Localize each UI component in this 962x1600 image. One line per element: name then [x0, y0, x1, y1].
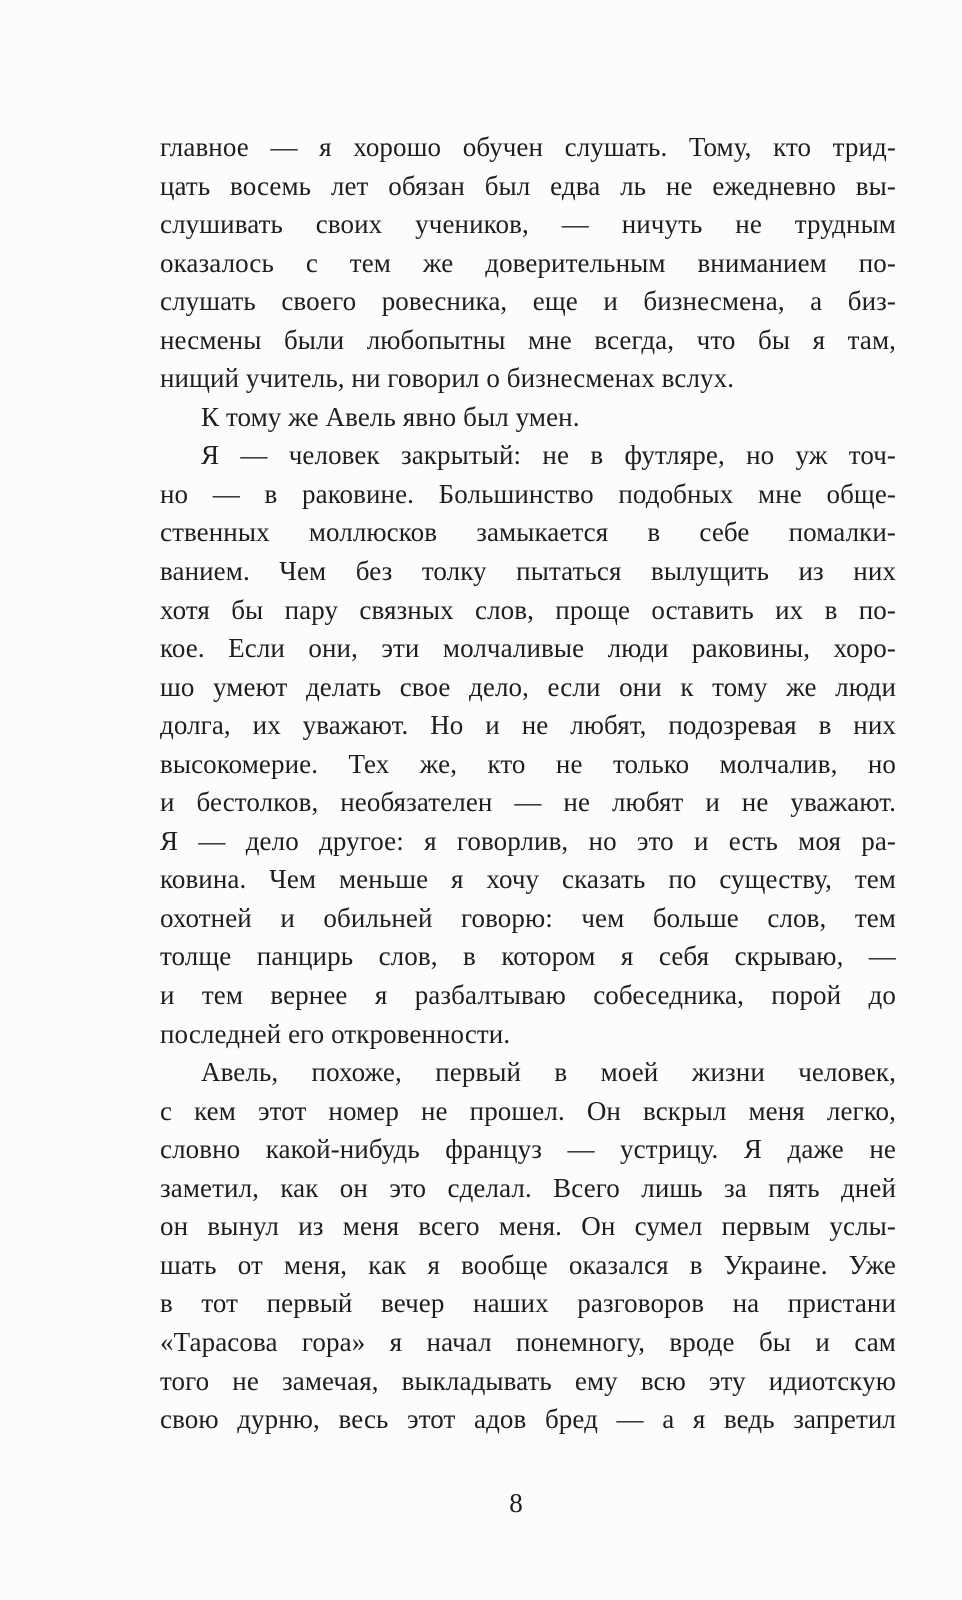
text-line: и тем вернее я разбалтываю собеседника, порой до — [160, 980, 896, 1011]
text-line: шать от меня, как я вообще оказался в Украине. Уже — [160, 1249, 896, 1280]
text-line: последней его откровенности. — [160, 1018, 511, 1049]
text-line: несмены были любопытны мне всегда, что бы я там, — [160, 324, 896, 355]
text-line: кое. Если они, эти молчаливые люди раковины, хоро- — [160, 633, 896, 664]
text-line: Я — человек закрытый: не в футляре, но уж точ- — [201, 440, 896, 471]
text-line: долга, их уважают. Но и не любят, подозревая в них — [160, 710, 896, 741]
text-line: но — в раковине. Большинство подобных мне обще- — [160, 478, 896, 509]
text-line: ственных моллюсков замыкается в себе помалки- — [160, 517, 896, 548]
text-line: К тому же Авель явно был умен. — [201, 401, 580, 432]
text-line: охотней и обильней говорю: чем больше слов, тем — [160, 902, 896, 933]
paragraph — [160, 128, 896, 398]
text-line: Я — дело другое: я говорлив, но это и есть моя ра- — [160, 825, 896, 856]
text-line: слушать своего ровесника, еще и бизнесмена, а биз- — [160, 286, 896, 317]
text-line: цать восемь лет обязан был едва ль не ежедневно вы- — [160, 170, 896, 201]
text-line: толще панцирь слов, в котором я себя скрываю, — — [160, 941, 896, 972]
text-line: нищий учитель, ни говорил о бизнесменах вслух. — [160, 363, 735, 394]
text-line: шо умеют делать свое дело, если они к тому же люди — [160, 671, 896, 702]
text-line: с кем этот номер не прошел. Он вскрыл меня легко, — [160, 1095, 896, 1126]
text-line: свою дурню, весь этот адов бред — а я ведь запретил — [160, 1404, 896, 1435]
paragraph — [160, 1053, 896, 1438]
page-body-text — [160, 128, 896, 1439]
page-number: 8 — [509, 1488, 523, 1518]
text-line: высокомерие. Тех же, кто не только молчалив, но — [160, 748, 896, 779]
text-line: слушивать своих учеников, — ничуть не трудным — [160, 209, 896, 240]
paragraph — [160, 436, 896, 1053]
text-line: оказалось с тем же доверительным вниманием по- — [160, 247, 896, 278]
text-line: и бестолков, необязателен — не любят и не уважают. — [160, 787, 896, 818]
text-line: в тот первый вечер наших разговоров на пристани — [160, 1288, 896, 1319]
text-line: он вынул из меня всего меня. Он сумел первым услы- — [160, 1211, 896, 1242]
text-line: ковина. Чем меньше я хочу сказать по существу, тем — [160, 864, 896, 895]
text-line: Авель, похоже, первый в моей жизни человек, — [201, 1057, 896, 1088]
text-line: ванием. Чем без толку пытаться вылущить из них — [160, 556, 896, 587]
text-line: хотя бы пару связных слов, проще оставить их в по- — [160, 594, 896, 625]
text-line: заметил, как он это сделал. Всего лишь за пять дней — [160, 1172, 896, 1203]
paragraph — [160, 398, 896, 437]
text-line: «Тарасова гора» я начал понемногу, вроде бы и сам — [160, 1326, 896, 1357]
text-line: словно какой-нибудь француз — устрицу. Я даже не — [160, 1134, 896, 1165]
text-line: того не замечая, выкладывать ему всю эту идиотскую — [160, 1365, 896, 1396]
text-line: главное — я хорошо обучен слушать. Тому, кто трид- — [160, 132, 896, 162]
